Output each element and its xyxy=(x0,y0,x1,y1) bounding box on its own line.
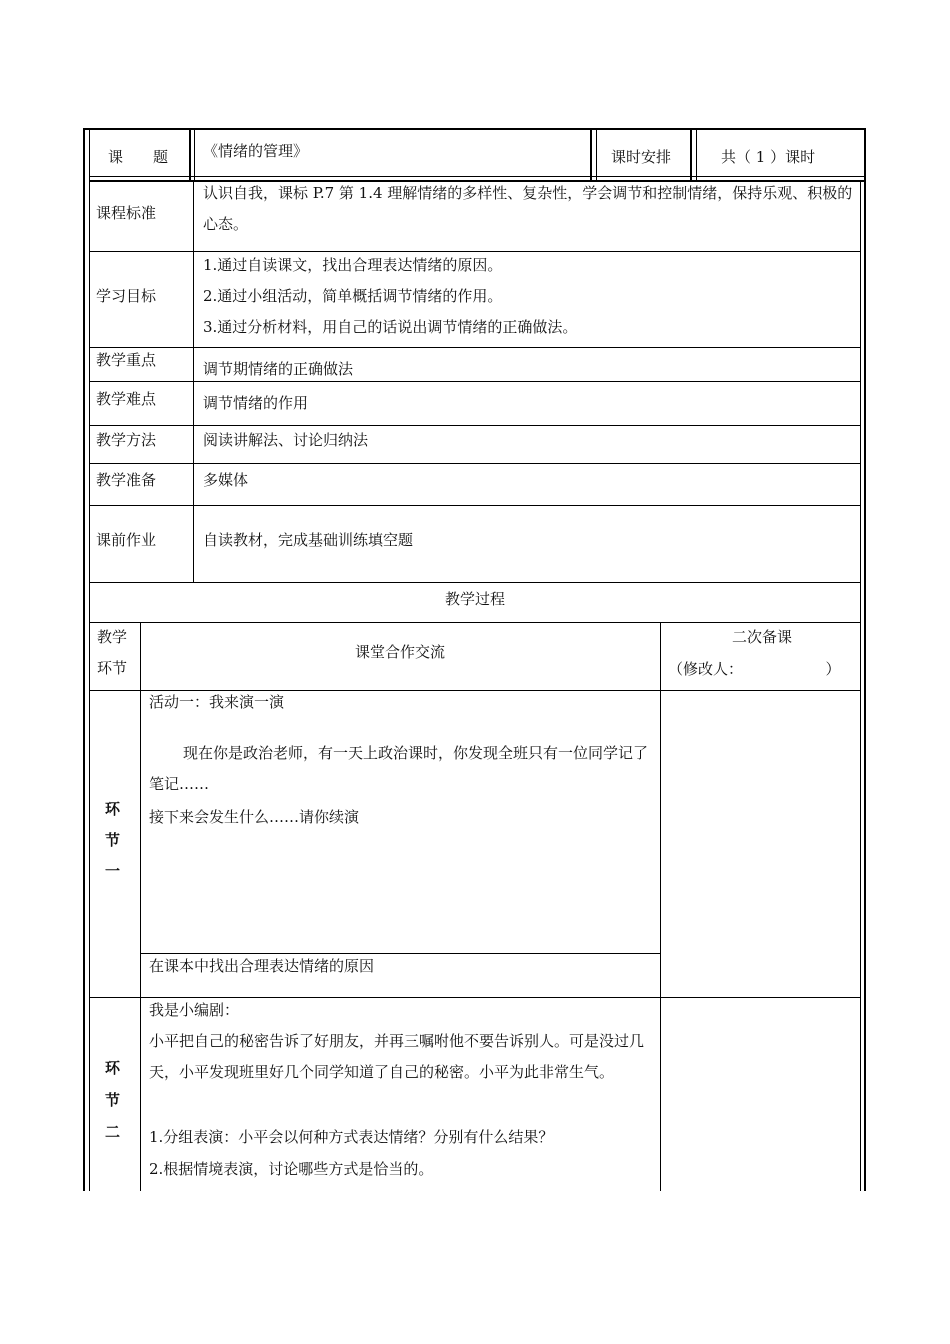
stage-two-label: 环 xyxy=(105,1059,121,1077)
goals-label: 学习目标 xyxy=(96,287,157,305)
stage-two-label: 二 xyxy=(105,1123,121,1141)
story-text: 小平把自己的秘密告诉了好朋友，并再三嘱咐他不要告诉别人。可是没过几天，小平发现班里好几个同学知道了自己的秘密。小平为此非常生气。 xyxy=(149,1032,645,1081)
task-item: 2.根据情境表演，讨论哪些方式是恰当的。 xyxy=(149,1160,434,1178)
homework-value: 自读教材，完成基础训练填空题 xyxy=(203,531,414,549)
goal-item: 2.通过小组活动，简单概括调节情绪的作用。 xyxy=(203,287,503,305)
prep-label: 教学准备 xyxy=(96,471,157,489)
process-title: 教学过程 xyxy=(444,590,505,608)
topic-label: 课 题 xyxy=(108,148,169,166)
stage-two-label: 节 xyxy=(105,1091,121,1109)
revision-editor-field: （修改人： ） xyxy=(668,660,841,678)
prep-value: 多媒体 xyxy=(203,471,249,489)
standard-value: 认识自我，课标 P.7 第 1.4 理解情绪的多样性、复杂性，学会调节和控制情绪，保持乐观、积极的心态。 xyxy=(203,184,853,233)
homework-label: 课前作业 xyxy=(96,531,157,549)
difficulty-value: 调节情绪的作用 xyxy=(203,394,309,412)
activity-text: 现在你是政治老师，有一天上政治课时，你发现全班只有一位同学记了笔记…… xyxy=(149,744,649,793)
find-reason-task: 在课本中找出合理表达情绪的原因 xyxy=(149,957,375,975)
standard-label: 课程标准 xyxy=(96,204,157,222)
stage-col-header: 环节 xyxy=(97,659,128,677)
scriptwriter-intro: 我是小编剧： xyxy=(149,1001,240,1019)
key-value: 调节期情绪的正确做法 xyxy=(203,360,354,378)
stage-one-label: 一 xyxy=(105,862,121,880)
main-col-header: 课堂合作交流 xyxy=(354,643,445,661)
schedule-value: 共（ 1 ）课时 xyxy=(721,148,816,166)
activity-follow: 接下来会发生什么……请你续演 xyxy=(149,808,360,826)
schedule-label: 课时安排 xyxy=(611,148,672,166)
goal-item: 1.通过自读课文，找出合理表达情绪的原因。 xyxy=(203,256,503,274)
activity-title: 活动一：我来演一演 xyxy=(149,693,285,711)
stage-col-header: 教学 xyxy=(97,628,128,646)
topic-value: 《情绪的管理》 xyxy=(203,142,309,160)
goal-item: 3.通过分析材料，用自己的话说出调节情绪的正确做法。 xyxy=(203,318,578,336)
task-item: 1.分组表演：小平会以何种方式表达情绪？分别有什么结果？ xyxy=(149,1128,554,1146)
stage-one-label: 节 xyxy=(105,831,121,849)
stage-one-label: 环 xyxy=(105,800,121,818)
method-value: 阅读讲解法、讨论归纳法 xyxy=(203,431,369,449)
method-label: 教学方法 xyxy=(96,431,157,449)
difficulty-label: 教学难点 xyxy=(96,390,157,408)
revision-col-header: 二次备课 xyxy=(731,628,792,646)
key-label: 教学重点 xyxy=(96,351,157,369)
